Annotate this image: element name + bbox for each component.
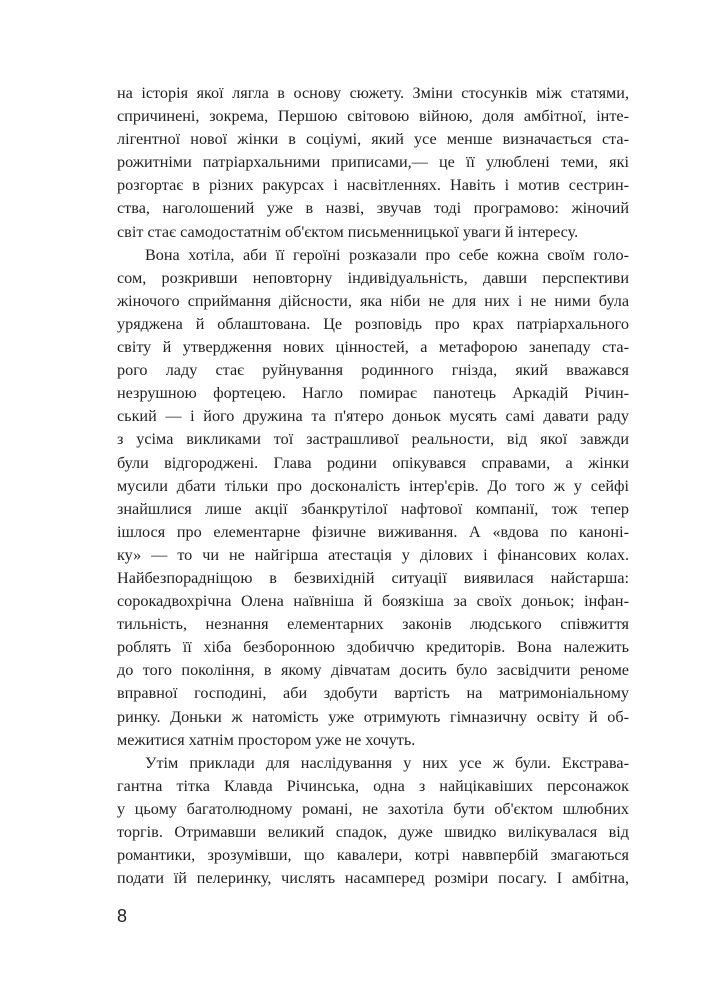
text-line: спричинені, зокрема, Першою світовою війною, доля амбітної, інте-: [117, 107, 629, 126]
document-page: [117, 82, 629, 890]
text-line: у цьому багатолюдному романі, не захотіла бути об'єктом шлюбних: [117, 799, 629, 818]
text-line: ства, наголошений уже в назві, звучав тоді програмово: жіночий: [117, 199, 629, 218]
text-line: світ стає самодостатнім об'єктом письменницької уваги й інтересу.: [117, 222, 579, 241]
text-line: подати їй пелеринку, числять насамперед розміри посагу. І амбітна,: [117, 869, 629, 888]
text-line: до того покоління, в якому дівчатам досить було засвідчити реноме: [117, 661, 629, 680]
text-line: Найбезпорадніщою в безвихідній ситуації виявилася найстарша:: [117, 568, 629, 587]
text-line: ринку. Доньки ж натомість уже отримують гімназичну освіту й об-: [117, 707, 629, 726]
text-line: незрушною фортецею. Нагло помирає панотець Аркадій Річин-: [117, 384, 629, 403]
paragraph-2: [117, 244, 629, 752]
text-line: лігентної нової жінки в соціумі, який усе менше визначається ста-: [117, 130, 629, 149]
text-line: на історія якої лягла в основу сюжету. Зміни стосунків між статями,: [117, 84, 629, 102]
text-line: ішлося про елементарне фізичне виживання. А «вдова по каноні-: [117, 522, 629, 541]
text-line: Вона хотіла, аби її героїні розказали про себе кожна своїм голо-: [145, 245, 629, 264]
text-line: уряджена й облаштована. Це розповідь про крах патріархального: [117, 314, 629, 333]
text-line: мусили дбати тільки про досконалість інтер'єрів. До того ж у сейфі: [117, 476, 629, 495]
text-line: Утім приклади для наслідування у них усе ж були. Екстрава-: [145, 753, 629, 772]
text-line: романтики, зрозумівши, що кавалери, котрі наввпербій змагаються: [117, 846, 629, 865]
text-line: межитися хатнім простором уже не хочуть.: [117, 730, 416, 749]
text-line: сом, розкривши неповторну індивідуальність, давши перспективи: [117, 268, 629, 287]
text-line: розгортає в різних ракурсах і насвітленнях. Навіть і мотив сестрин-: [117, 176, 629, 195]
text-line: були відгороджені. Глава родини опікувався справами, а жінки: [117, 453, 629, 472]
text-line: ський — і його дружина та п'ятеро доньок мусять самі давати раду: [117, 407, 629, 426]
text-line: торгів. Отримавши великий спадок, дуже швидко вилікувалася від: [117, 823, 629, 841]
text-line: світу й утвердження нових цінностей, а метафорою занепаду ста-: [117, 338, 629, 357]
text-line: сорокадвохрічна Олена наївніша й боязкіша за своїх доньок; інфан-: [117, 592, 629, 611]
text-line: вправної господині, аби здобути вартість на матримоніальному: [117, 684, 629, 703]
text-line: жіночого сприймання дійсности, яка ніби не для них і не ними була: [117, 291, 629, 310]
text-line: з усіма викликами тої застрашливої реальности, від якої завжди: [117, 430, 629, 449]
text-line: рожитніми патріархальними приписами,— це її улюблені теми, які: [117, 153, 629, 172]
text-line: ку» — то чи не найгірша атестація у ділових і фінансових колах.: [117, 545, 629, 564]
page-number: 8: [117, 906, 128, 926]
text-line: рого ладу стає руйнування родинного гнізда, який вважався: [117, 361, 629, 380]
text-line: роблять її хіба безборонною здобиччю кредиторів. Вона належить: [117, 638, 629, 657]
paragraph-1: [117, 82, 629, 244]
paragraph-3: [117, 752, 629, 891]
text-line: гантна тітка Клавда Річинська, одна з найцікавіших персонажок: [117, 776, 629, 795]
text-line: тильність, незнання елементарних законів людського співжиття: [117, 615, 629, 634]
text-line: знайшлися лише акції збанкрутілої нафтової компанії, тож тепер: [117, 499, 629, 518]
